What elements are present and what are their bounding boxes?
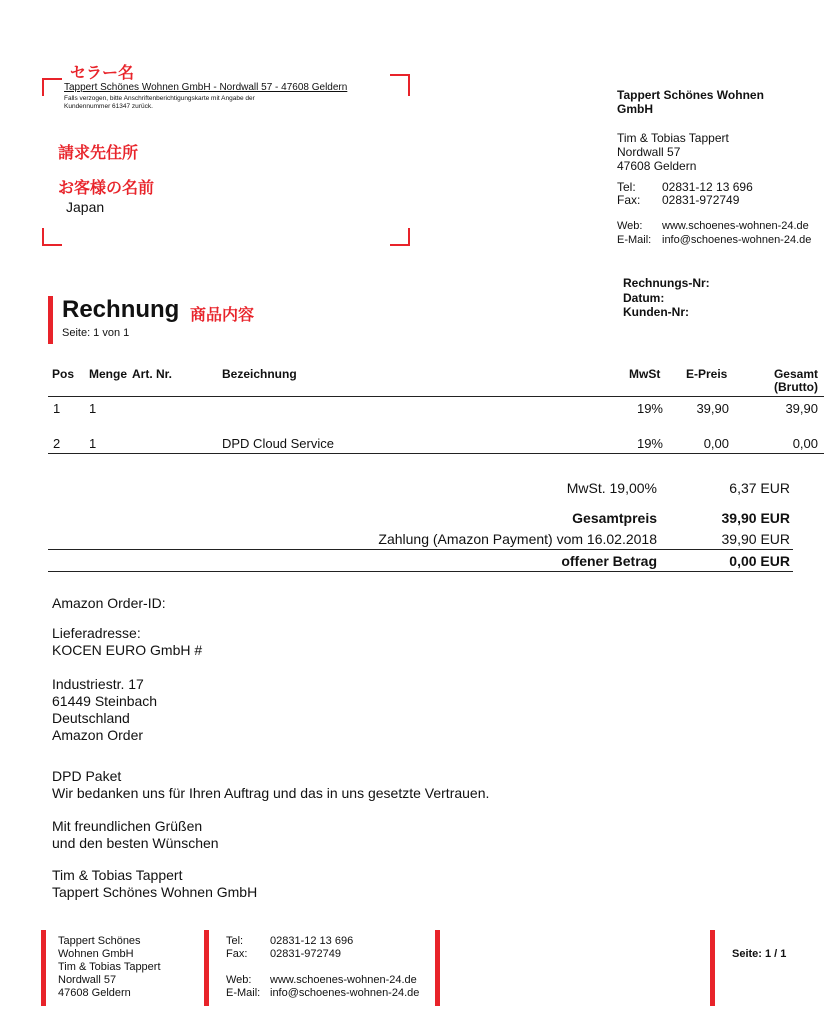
signature-block [52, 867, 257, 901]
th-total-line1: Gesamt [773, 367, 818, 381]
total-label: Gesamtpreis [572, 510, 657, 526]
footer-fax-label: Fax: [226, 948, 248, 960]
footer-company [58, 935, 161, 1000]
delivery-company: KOCEN EURO GmbH # [52, 642, 203, 658]
th-total [740, 368, 818, 394]
table-bottom-rule [48, 453, 824, 454]
row-qty: 1 [89, 436, 97, 451]
totals-bottom-rule [48, 571, 793, 572]
sender-line: Tappert Schönes Wohnen GmbH - Nordwall 57 - 47608 Geldern [64, 82, 348, 93]
delivery-label: Lieferadresse: [52, 625, 141, 641]
row-pos: 2 [53, 436, 61, 451]
company-web-label: Web: [617, 220, 643, 232]
company-web-link[interactable]: www.schoenes-wohnen-24.de [662, 220, 809, 232]
row-unit-price: 39,90 [696, 401, 729, 416]
delivery-address [52, 625, 202, 659]
open-amount-label: offener Betrag [561, 553, 657, 569]
footer-email-label: E-Mail: [226, 987, 261, 999]
footer-bar-4 [710, 930, 715, 1006]
shipping-block [52, 768, 489, 802]
amazon-order: Amazon Order [52, 727, 144, 743]
vat-value: 6,37 EUR [729, 480, 790, 496]
th-art: Art. Nr. [132, 367, 173, 381]
footer-bar-3 [435, 930, 440, 1006]
th-unit-price: E-Preis [686, 367, 728, 381]
totals-rule [48, 549, 793, 550]
company-fax: 02831-972749 [662, 193, 740, 207]
th-total-line2: (Brutto) [774, 380, 818, 394]
delivery-city: 61449 Steinbach [52, 693, 158, 709]
payment-value: 39,90 EUR [721, 531, 790, 547]
row-vat: 19% [636, 436, 663, 451]
th-pos: Pos [52, 367, 75, 381]
delivery-country: Deutschland [52, 710, 130, 726]
row-qty: 1 [89, 401, 97, 416]
row-unit-price: 0,00 [703, 436, 729, 451]
bracket-bottom-right [390, 228, 410, 246]
vat-label: MwSt. 19,00% [566, 480, 657, 496]
invoice-meta [623, 276, 710, 320]
customer-number-label: Kunden-Nr: [623, 305, 689, 319]
footer-tel: 02831-12 13 696 [270, 935, 354, 947]
annotation-item-content: 商品内容 [190, 307, 255, 324]
company-street: Nordwall 57 [617, 145, 681, 159]
company-name-2: GmbH [617, 102, 653, 116]
total-value: 39,90 EUR [721, 510, 790, 526]
footer-fax: 02831-972749 [270, 948, 341, 960]
company-fax-label: Fax: [617, 193, 641, 207]
bracket-bottom-left [42, 228, 62, 246]
footer-company-5: 47608 Geldern [58, 987, 131, 999]
row-total: 0,00 [792, 436, 818, 451]
shipping-method: DPD Paket [52, 768, 122, 784]
company-email-link[interactable]: info@schoenes-wohnen-24.de [662, 234, 812, 246]
footer-email-link[interactable]: info@schoenes-wohnen-24.de [270, 987, 420, 999]
invoice-title: Rechnung [62, 296, 180, 323]
footer-web-label: Web: [226, 974, 252, 986]
greeting-line-2: und den besten Wünschen [52, 835, 219, 851]
footer-tel-label: Tel: [226, 935, 244, 947]
footer-company-4: Nordwall 57 [58, 974, 117, 986]
company-tel: 02831-12 13 696 [662, 180, 753, 194]
footer-web-link[interactable]: www.schoenes-wohnen-24.de [270, 974, 417, 986]
invoice-date-label: Datum: [623, 290, 665, 305]
th-qty: Menge [89, 367, 128, 381]
invoice-page: Seite: 1 von 1 [62, 327, 130, 339]
amazon-order-id: Amazon Order-ID: [52, 595, 166, 611]
return-note-1: Falls verzogen, bitte Anschriftenberichtigungskarte mit Angabe der [64, 95, 255, 102]
signature-line-2: Tappert Schönes Wohnen GmbH [52, 884, 258, 900]
annotation-seller-name: セラー名 [70, 65, 135, 82]
row-desc: DPD Cloud Service [222, 436, 334, 451]
delivery-street: Industriestr. 17 [52, 676, 144, 692]
row-total: 39,90 [785, 401, 818, 416]
recipient-country: Japan [66, 199, 105, 215]
company-web-contact [617, 219, 837, 247]
title-red-bar [48, 296, 53, 344]
footer-page: Seite: 1 / 1 [732, 948, 787, 960]
company-owners: Tim & Tobias Tappert [617, 131, 729, 145]
company-city: 47608 Geldern [617, 159, 697, 173]
footer-bar-1 [41, 930, 46, 1006]
return-note-2: Kundennummer 61347 zurück. [64, 103, 153, 110]
signature-line-1: Tim & Tobias Tappert [52, 867, 183, 883]
row-vat: 19% [636, 401, 663, 416]
table-header-rule [48, 396, 824, 397]
delivery-street-block [52, 676, 157, 744]
annotation-customer-name: お客様の名前 [58, 180, 155, 197]
payment-label: Zahlung (Amazon Payment) vom 16.02.2018 [378, 531, 657, 547]
company-contact [617, 181, 837, 207]
annotation-billing-address: 請求先住所 [58, 145, 139, 162]
th-vat: MwSt [629, 367, 661, 381]
footer-company-1: Tappert Schönes [58, 935, 141, 947]
row-pos: 1 [53, 401, 61, 416]
company-name-1: Tappert Schönes Wohnen [617, 88, 764, 102]
company-name [617, 88, 764, 116]
th-desc: Bezeichnung [222, 367, 297, 381]
footer-bar-2 [204, 930, 209, 1006]
footer-contact [226, 935, 419, 1000]
footer-company-3: Tim & Tobias Tappert [58, 961, 161, 973]
company-tel-label: Tel: [617, 180, 636, 194]
open-amount-value: 0,00 EUR [729, 553, 790, 569]
bracket-top-right [390, 74, 410, 96]
thanks-text: Wir bedanken uns für Ihren Auftrag und das in uns gesetzte Vertrauen. [52, 785, 490, 801]
greeting-block [52, 818, 219, 852]
company-address [617, 131, 729, 173]
bracket-top-left [42, 78, 62, 96]
invoice-number-label: Rechnungs-Nr: [623, 276, 710, 290]
footer-company-2: Wohnen GmbH [58, 948, 134, 960]
greeting-line-1: Mit freundlichen Grüßen [52, 818, 203, 834]
company-email-label: E-Mail: [617, 234, 652, 246]
